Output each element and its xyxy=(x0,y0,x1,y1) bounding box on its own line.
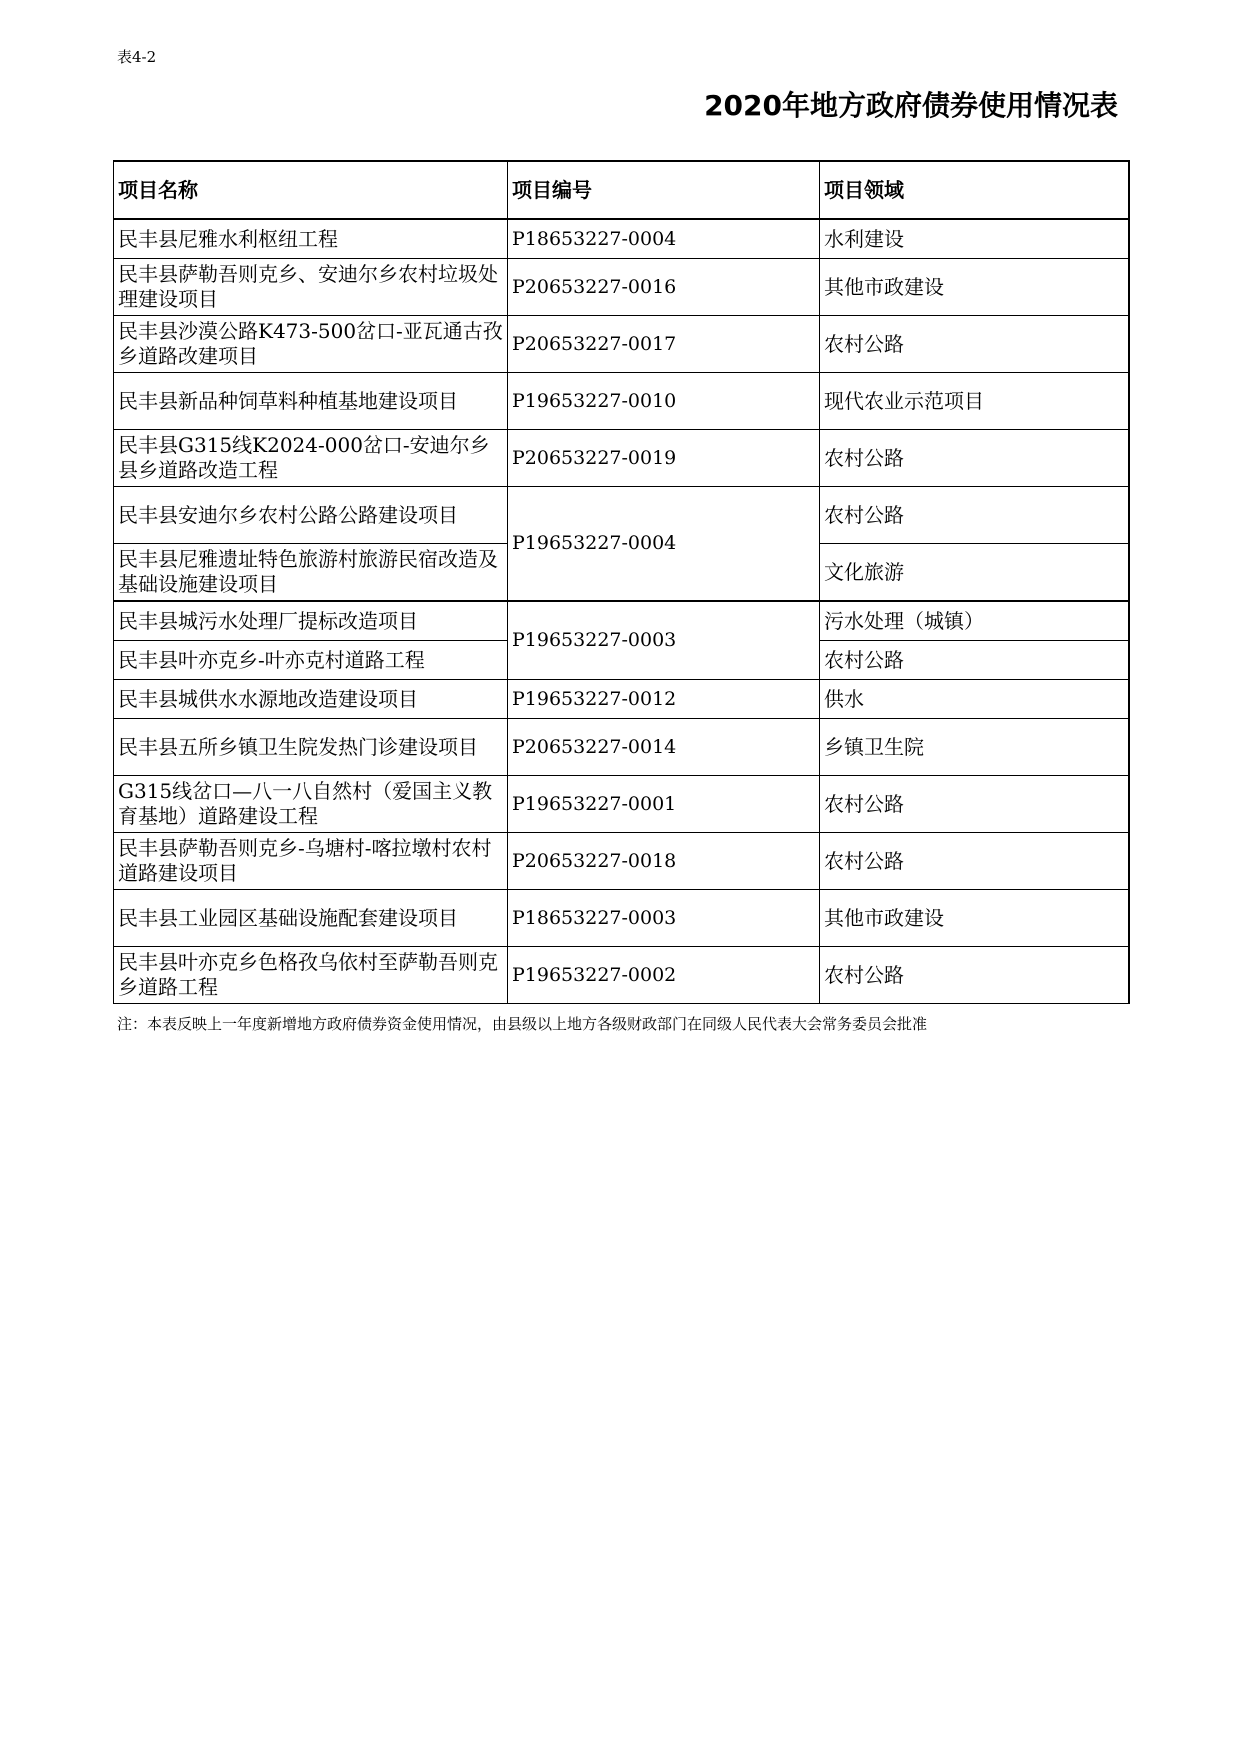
column-header-field: 项目领域 xyxy=(820,161,1129,219)
project-field: 农村公路 xyxy=(820,641,1129,680)
project-code: P19653227-0002 xyxy=(508,947,820,1004)
table-row xyxy=(114,259,1129,316)
table-row xyxy=(114,601,1129,641)
project-code: P19653227-0004 xyxy=(508,487,820,602)
project-name: 民丰县叶亦克乡色格孜乌依村至萨勒吾则克乡道路工程 xyxy=(114,947,508,1004)
project-name: 民丰县五所乡镇卫生院发热门诊建设项目 xyxy=(114,719,508,776)
project-field: 其他市政建设 xyxy=(820,259,1129,316)
column-header-name: 项目名称 xyxy=(114,161,508,219)
project-field: 现代农业示范项目 xyxy=(820,373,1129,430)
project-name: 民丰县城供水水源地改造建设项目 xyxy=(114,680,508,719)
project-name: 民丰县叶亦克乡-叶亦克村道路工程 xyxy=(114,641,508,680)
table-row xyxy=(114,776,1129,833)
project-code: P20653227-0018 xyxy=(508,833,820,890)
project-code: P20653227-0017 xyxy=(508,316,820,373)
column-header-code: 项目编号 xyxy=(508,161,820,219)
table-row xyxy=(114,487,1129,544)
project-code: P18653227-0003 xyxy=(508,890,820,947)
table-row xyxy=(114,947,1129,1004)
project-code: P19653227-0003 xyxy=(508,601,820,680)
project-field: 农村公路 xyxy=(820,487,1129,544)
project-name: G315线岔口—八一八自然村（爱国主义教育基地）道路建设工程 xyxy=(114,776,508,833)
project-name: 民丰县沙漠公路K473-500岔口-亚瓦通古孜乡道路改建项目 xyxy=(114,316,508,373)
table-row xyxy=(114,373,1129,430)
bond-usage-table xyxy=(113,160,1130,1004)
table-row xyxy=(114,219,1129,259)
table-row xyxy=(114,833,1129,890)
project-name: 民丰县萨勒吾则克乡-乌塘村-喀拉墩村农村道路建设项目 xyxy=(114,833,508,890)
project-field: 污水处理（城镇） xyxy=(820,601,1129,641)
project-field: 农村公路 xyxy=(820,316,1129,373)
page-title: 2020年地方政府债券使用情况表 xyxy=(704,89,1118,122)
project-field: 农村公路 xyxy=(820,430,1129,487)
project-name: 民丰县安迪尔乡农村公路公路建设项目 xyxy=(114,487,508,544)
table-row xyxy=(114,316,1129,373)
project-name: 民丰县城污水处理厂提标改造项目 xyxy=(114,601,508,641)
project-field: 供水 xyxy=(820,680,1129,719)
project-code: P20653227-0014 xyxy=(508,719,820,776)
project-field: 水利建设 xyxy=(820,219,1129,259)
project-code: P19653227-0001 xyxy=(508,776,820,833)
project-field: 农村公路 xyxy=(820,776,1129,833)
project-code: P19653227-0012 xyxy=(508,680,820,719)
project-field: 乡镇卫生院 xyxy=(820,719,1129,776)
project-name: 民丰县新品种饲草料种植基地建设项目 xyxy=(114,373,508,430)
table-header-row xyxy=(114,161,1129,219)
table-row xyxy=(114,719,1129,776)
table-row xyxy=(114,680,1129,719)
project-field: 文化旅游 xyxy=(820,544,1129,602)
table-row xyxy=(114,890,1129,947)
project-code: P20653227-0019 xyxy=(508,430,820,487)
table-footnote: 注：本表反映上一年度新增地方政府债券资金使用情况，由县级以上地方各级财政部门在同级人民代表大会常务委员会批准 xyxy=(117,1015,928,1033)
sheet-label: 表4-2 xyxy=(117,48,157,66)
project-name: 民丰县尼雅水利枢纽工程 xyxy=(114,219,508,259)
project-code: P20653227-0016 xyxy=(508,259,820,316)
project-code: P19653227-0010 xyxy=(508,373,820,430)
project-name: 民丰县尼雅遗址特色旅游村旅游民宿改造及基础设施建设项目 xyxy=(114,544,508,602)
project-field: 农村公路 xyxy=(820,833,1129,890)
project-name: 民丰县萨勒吾则克乡、安迪尔乡农村垃圾处理建设项目 xyxy=(114,259,508,316)
table-row xyxy=(114,430,1129,487)
project-name: 民丰县G315线K2024-000岔口-安迪尔乡县乡道路改造工程 xyxy=(114,430,508,487)
project-field: 其他市政建设 xyxy=(820,890,1129,947)
project-name: 民丰县工业园区基础设施配套建设项目 xyxy=(114,890,508,947)
project-field: 农村公路 xyxy=(820,947,1129,1004)
project-code: P18653227-0004 xyxy=(508,219,820,259)
